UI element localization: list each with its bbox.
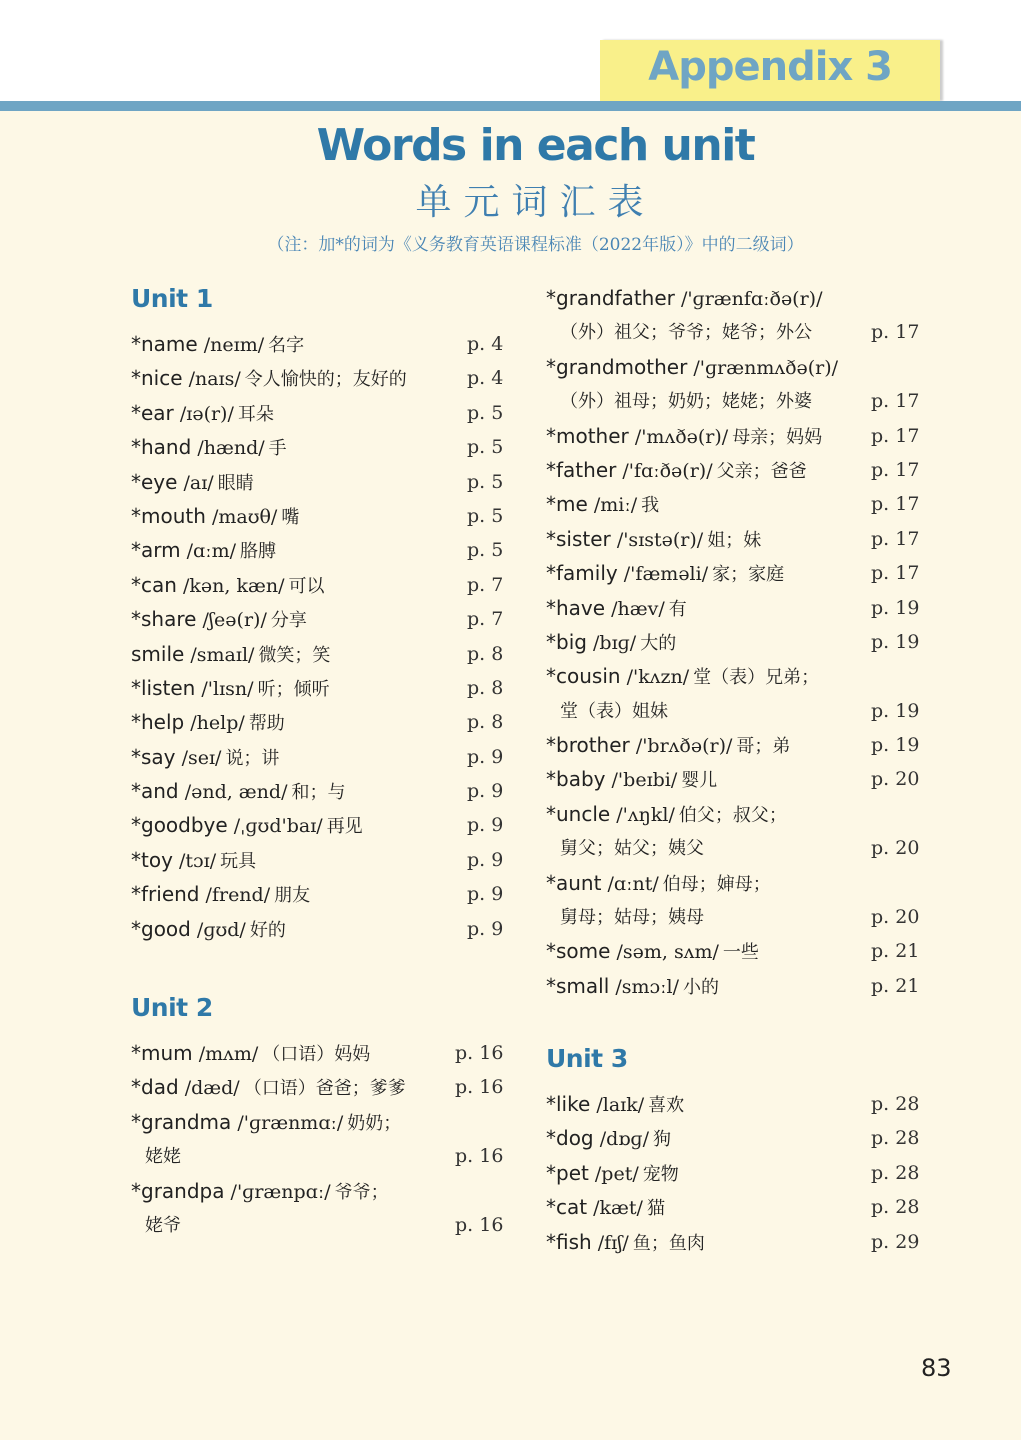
list-item: [546, 487, 920, 521]
entry-phonetic: /neɪm/: [203, 334, 265, 356]
list-item: [131, 808, 504, 842]
entry-phonetic: /hænd/: [197, 437, 265, 460]
entry-page: p. 9: [467, 745, 504, 768]
entry-phonetic: /bɪɡ/: [593, 631, 637, 654]
entry-word: *mother: [546, 423, 629, 448]
entry-meaning-cont: 堂（表）姐妹: [560, 700, 668, 722]
entry-meaning: 大的: [640, 632, 677, 654]
word-list: [546, 1087, 920, 1259]
note: （注：加*的词为《义务教育英语课程标准（2022年版）》中的二级词）: [267, 235, 804, 255]
entry-meaning: 鱼；鱼肉: [632, 1232, 705, 1254]
list-item: [546, 1190, 920, 1224]
entry-word: *good: [131, 916, 191, 941]
entry-word: *friend: [131, 882, 200, 907]
entry-page: p. 5: [467, 539, 504, 562]
entry-phonetic: /'ɡrænmɑː/: [237, 1111, 344, 1134]
entry-word: *grandma: [131, 1109, 232, 1134]
entry-phonetic: /pet/: [594, 1162, 639, 1185]
entry-meaning: 微笑；笑: [258, 644, 331, 666]
entry-word: *aunt: [546, 870, 602, 895]
page-number: 83: [921, 1354, 952, 1382]
entry-meaning: 宠物: [642, 1163, 679, 1185]
entry-page: p. 19: [871, 734, 920, 757]
entry-page: p. 5: [467, 401, 504, 424]
entry-phonetic: /ˌɡʊd'baɪ/: [233, 815, 323, 838]
list-item: [131, 1036, 504, 1070]
entry-meaning: 喜欢: [648, 1095, 685, 1116]
list-item: [546, 797, 838, 831]
entry-word: *can: [131, 572, 177, 597]
unit-heading: Unit 1: [131, 284, 213, 313]
entry-meaning: 伯母；婶母；: [662, 873, 771, 895]
entry-word: *goodbye: [131, 813, 228, 838]
entry-meaning: 嘴: [281, 506, 300, 528]
entry-meaning: 爷爷；: [334, 1181, 389, 1203]
entry-page: p. 28: [871, 1161, 920, 1184]
entry-word: *sister: [546, 526, 611, 551]
entry-word: *grandfather: [546, 286, 675, 310]
list-item: [131, 774, 504, 808]
list-item-continuation: [546, 694, 920, 728]
entry-phonetic: /səm, sʌm/: [616, 941, 719, 964]
page-title: Words in each unit: [316, 120, 755, 171]
entry-word: *and: [131, 779, 179, 804]
entry-meaning: 眼睛: [217, 472, 254, 494]
entry-word: *me: [546, 492, 588, 517]
entry-phonetic: /dæd/: [184, 1077, 240, 1100]
list-item: [131, 430, 504, 464]
list-item: [546, 591, 920, 625]
entry-meaning-cont: （外）祖父；爷爷；姥爷；外公: [560, 322, 812, 344]
entry-page: p. 17: [871, 562, 920, 585]
list-item: [131, 396, 504, 430]
word-list: [131, 327, 504, 946]
entry-word: *like: [546, 1092, 591, 1116]
entry-page: p. 20: [871, 837, 920, 860]
entry-meaning: 听；倾听: [257, 678, 330, 700]
entry-meaning: 姐；妹: [707, 529, 762, 551]
entry-phonetic: /'ɡrænpɑː/: [230, 1180, 331, 1203]
entry-phonetic: /'fɑːðə(r)/: [622, 459, 713, 482]
list-item: [131, 740, 504, 774]
list-item: [131, 843, 504, 877]
entry-page: p. 17: [871, 424, 920, 447]
entry-page: p. 9: [467, 780, 504, 803]
entry-meaning: 母亲；妈妈: [732, 426, 823, 448]
entry-page: p. 19: [871, 699, 920, 722]
entry-phonetic: /help/: [190, 712, 245, 735]
list-item: [546, 1121, 920, 1155]
entry-phonetic: /kæt/: [593, 1197, 643, 1220]
entry-phonetic: /ɑːnt/: [607, 872, 659, 895]
entry-word: *some: [546, 939, 611, 964]
entry-word: *cat: [546, 1195, 588, 1220]
entry-page: p. 8: [467, 642, 504, 665]
list-item: [546, 728, 920, 762]
list-item: [131, 499, 504, 533]
page-subtitle: 单元词汇表: [415, 182, 656, 223]
list-item: [131, 1070, 504, 1104]
entry-page: p. 9: [467, 848, 504, 871]
entry-meaning: 小的: [683, 976, 720, 998]
list-item: [546, 625, 920, 659]
entry-meaning: 玩具: [220, 850, 257, 872]
list-item: [131, 1105, 406, 1139]
entry-page: p. 16: [455, 1145, 504, 1168]
entry-page: p. 17: [871, 493, 920, 516]
entry-phonetic: /miː/: [593, 494, 638, 517]
word-list: [546, 281, 920, 1003]
list-item: [131, 671, 504, 705]
entry-meaning: 一些: [722, 942, 759, 964]
entry-word: *pet: [546, 1160, 589, 1185]
entry-page: p. 21: [871, 940, 920, 963]
entry-page: p. 19: [871, 596, 920, 619]
entry-meaning: 奶奶；: [347, 1112, 402, 1134]
entry-meaning: 哥；弟: [736, 736, 791, 758]
list-item: [546, 969, 920, 1003]
entry-page: p. 20: [871, 768, 920, 791]
entry-meaning-cont: 舅父；姑父；姨父: [560, 838, 704, 860]
appendix-tab: [600, 40, 940, 101]
entry-phonetic: /hæv/: [611, 597, 665, 620]
entry-page: p. 19: [871, 630, 920, 653]
list-item: [546, 934, 920, 968]
list-item: [546, 453, 920, 487]
entry-meaning: 猫: [646, 1198, 665, 1220]
entry-page: p. 20: [871, 906, 920, 929]
entry-page: p. 5: [467, 504, 504, 527]
entry-phonetic: /'brʌðə(r)/: [635, 735, 733, 758]
list-item: [546, 1156, 920, 1190]
entry-meaning: 和；与: [291, 782, 346, 804]
entry-word: *toy: [131, 847, 173, 872]
entry-page: p. 21: [871, 974, 920, 997]
list-item: [131, 533, 504, 567]
entry-word: *name: [131, 332, 198, 356]
entry-page: p. 17: [871, 321, 920, 344]
entry-word: *family: [546, 561, 618, 586]
entry-page: p. 5: [467, 436, 504, 459]
entry-meaning: 堂（表）兄弟；: [693, 667, 820, 689]
entry-meaning: 伯父；叔父；: [678, 804, 787, 826]
entry-word: *fish: [546, 1229, 592, 1254]
entry-phonetic: /dɒɡ/: [599, 1128, 649, 1151]
entry-meaning: 朋友: [274, 885, 311, 907]
entry-page: p. 17: [871, 458, 920, 481]
list-item: [546, 1225, 920, 1259]
entry-meaning-cont: （外）祖母；奶奶；姥姥；外婆: [560, 391, 812, 413]
entry-page: p. 29: [871, 1230, 920, 1253]
entry-phonetic: /seɪ/: [181, 746, 222, 769]
entry-word: *grandpa: [131, 1178, 225, 1203]
entry-phonetic: /maʊθ/: [211, 505, 278, 528]
entry-page: p. 9: [467, 814, 504, 837]
list-item: [546, 866, 838, 900]
entry-phonetic: /laɪk/: [596, 1094, 645, 1116]
entry-word: *listen: [131, 675, 196, 700]
list-item: [546, 762, 920, 796]
entry-page: p. 16: [455, 1213, 504, 1236]
entry-word: *small: [546, 973, 610, 998]
entry-page: p. 7: [467, 573, 504, 596]
entry-word: *brother: [546, 733, 630, 758]
entry-phonetic: /ɑːm/: [186, 540, 237, 563]
entry-word: *baby: [546, 767, 606, 792]
entry-meaning: 胳膊: [240, 541, 277, 563]
appendix-label: Appendix 3: [648, 44, 892, 90]
entry-page: p. 28: [871, 1196, 920, 1219]
entry-word: *share: [131, 607, 197, 632]
list-item-continuation: [546, 384, 920, 418]
entry-page: p. 16: [455, 1042, 504, 1064]
list-item: [131, 602, 504, 636]
entry-meaning: （口语）爸爸；爹爹: [243, 1078, 406, 1100]
entry-phonetic: /'mʌðə(r)/: [634, 425, 729, 448]
entry-meaning-cont: 姥姥: [145, 1146, 181, 1168]
entry-phonetic: /frend/: [205, 884, 271, 907]
list-item: [546, 1087, 920, 1121]
list-item-continuation: [546, 900, 920, 934]
list-item: [131, 705, 504, 739]
entry-meaning: 帮助: [248, 713, 285, 735]
entry-page: p. 9: [467, 883, 504, 906]
list-item: [546, 522, 920, 556]
entry-meaning: 耳朵: [237, 403, 274, 425]
list-item: [131, 1174, 406, 1208]
entry-word: *big: [546, 629, 587, 654]
entry-page: p. 4: [467, 333, 504, 355]
entry-phonetic: /naɪs/: [188, 368, 241, 391]
entry-phonetic: /ɡʊd/: [196, 918, 246, 941]
entry-page: p. 28: [871, 1093, 920, 1115]
entry-phonetic: /kən, kæn/: [182, 574, 285, 597]
entry-word: *help: [131, 710, 185, 735]
entry-word: *dog: [546, 1126, 594, 1151]
entry-meaning: 我: [641, 495, 660, 517]
unit-heading: Unit 2: [131, 993, 213, 1022]
entry-phonetic: /'kʌzn/: [626, 666, 690, 689]
entry-phonetic: /tɔɪ/: [178, 849, 217, 872]
entry-word: *say: [131, 744, 176, 769]
list-item: [546, 419, 920, 453]
entry-page: p. 17: [871, 527, 920, 550]
entry-word: *grandmother: [546, 354, 688, 379]
entry-phonetic: /'beɪbi/: [611, 769, 678, 792]
entry-page: p. 16: [455, 1076, 504, 1099]
list-item-continuation: [546, 315, 920, 349]
entry-meaning: 婴儿: [681, 770, 718, 792]
entry-page: p. 8: [467, 711, 504, 734]
entry-word: *eye: [131, 469, 178, 494]
list-item-continuation: [546, 831, 920, 865]
entry-meaning: 再见: [326, 816, 363, 838]
list-item: [131, 361, 504, 395]
list-item: [546, 350, 838, 384]
entry-page: p. 9: [467, 917, 504, 940]
entry-page: p. 17: [871, 390, 920, 413]
entry-page: p. 8: [467, 676, 504, 699]
list-item: [131, 912, 504, 946]
entry-meaning: 分享: [270, 610, 307, 632]
entry-page: p. 7: [467, 608, 504, 631]
entry-phonetic: /smɔːl/: [615, 975, 680, 998]
entry-word: *dad: [131, 1075, 179, 1100]
entry-meaning: 父亲；爸爸: [716, 460, 807, 482]
entry-meaning: 可以: [288, 575, 325, 597]
entry-word: *hand: [131, 435, 192, 460]
header-band: [0, 101, 1021, 111]
list-item: [131, 465, 504, 499]
list-item: [131, 637, 504, 671]
entry-phonetic: /'lɪsn/: [201, 677, 254, 700]
entry-meaning-cont: 舅母；姑母；姨母: [560, 907, 704, 929]
entry-meaning: 名字: [268, 335, 305, 356]
entry-meaning: 狗: [652, 1129, 671, 1151]
entry-word: *arm: [131, 538, 181, 563]
entry-word: smile: [131, 641, 185, 666]
list-item: [546, 659, 838, 693]
list-item: [131, 568, 504, 602]
entry-phonetic: /fɪʃ/: [597, 1231, 629, 1254]
list-item-continuation: [131, 1139, 504, 1173]
entry-meaning: （口语）妈妈: [262, 1044, 371, 1065]
entry-word: *uncle: [546, 801, 611, 826]
entry-word: *ear: [131, 400, 174, 425]
entry-page: p. 4: [467, 367, 504, 390]
list-item: [131, 877, 504, 911]
entry-meaning: 说；讲: [225, 747, 280, 769]
entry-word: *mum: [131, 1041, 193, 1065]
entry-phonetic: /smaɪl/: [190, 643, 255, 666]
entry-phonetic: /ɪə(r)/: [179, 402, 234, 425]
entry-page: p. 28: [871, 1127, 920, 1150]
entry-word: *mouth: [131, 503, 206, 528]
entry-word: *cousin: [546, 664, 621, 689]
entry-phonetic: /'sɪstə(r)/: [616, 528, 704, 551]
list-item: [131, 327, 504, 361]
entry-word: *have: [546, 595, 606, 620]
entry-phonetic: /ʃeə(r)/: [202, 609, 267, 632]
entry-word: *father: [546, 457, 617, 482]
entry-meaning: 有: [668, 598, 687, 620]
entry-phonetic: /aɪ/: [183, 471, 214, 494]
entry-phonetic: /ənd, ænd/: [184, 781, 288, 804]
entry-meaning: 好的: [249, 919, 286, 941]
entry-phonetic: /'ɡrænmʌðə(r)/: [693, 356, 839, 379]
unit-heading: Unit 3: [546, 1044, 628, 1073]
entry-phonetic: /'fæməli/: [623, 563, 709, 586]
entry-meaning: 手: [268, 438, 287, 460]
list-item: [546, 556, 920, 590]
list-item-continuation: [131, 1208, 504, 1242]
entry-meaning-cont: 姥爷: [145, 1214, 181, 1236]
list-item: [546, 281, 838, 315]
entry-word: *nice: [131, 366, 183, 391]
entry-page: p. 5: [467, 470, 504, 493]
entry-phonetic: /'ɡrænfɑːðə(r)/: [680, 288, 823, 310]
entry-phonetic: /'ʌŋkl/: [616, 803, 675, 826]
entry-meaning: 令人愉快的；友好的: [244, 369, 407, 391]
entry-meaning: 家；家庭: [712, 564, 785, 586]
entry-phonetic: /mʌm/: [198, 1043, 259, 1065]
word-list: [131, 1036, 504, 1242]
